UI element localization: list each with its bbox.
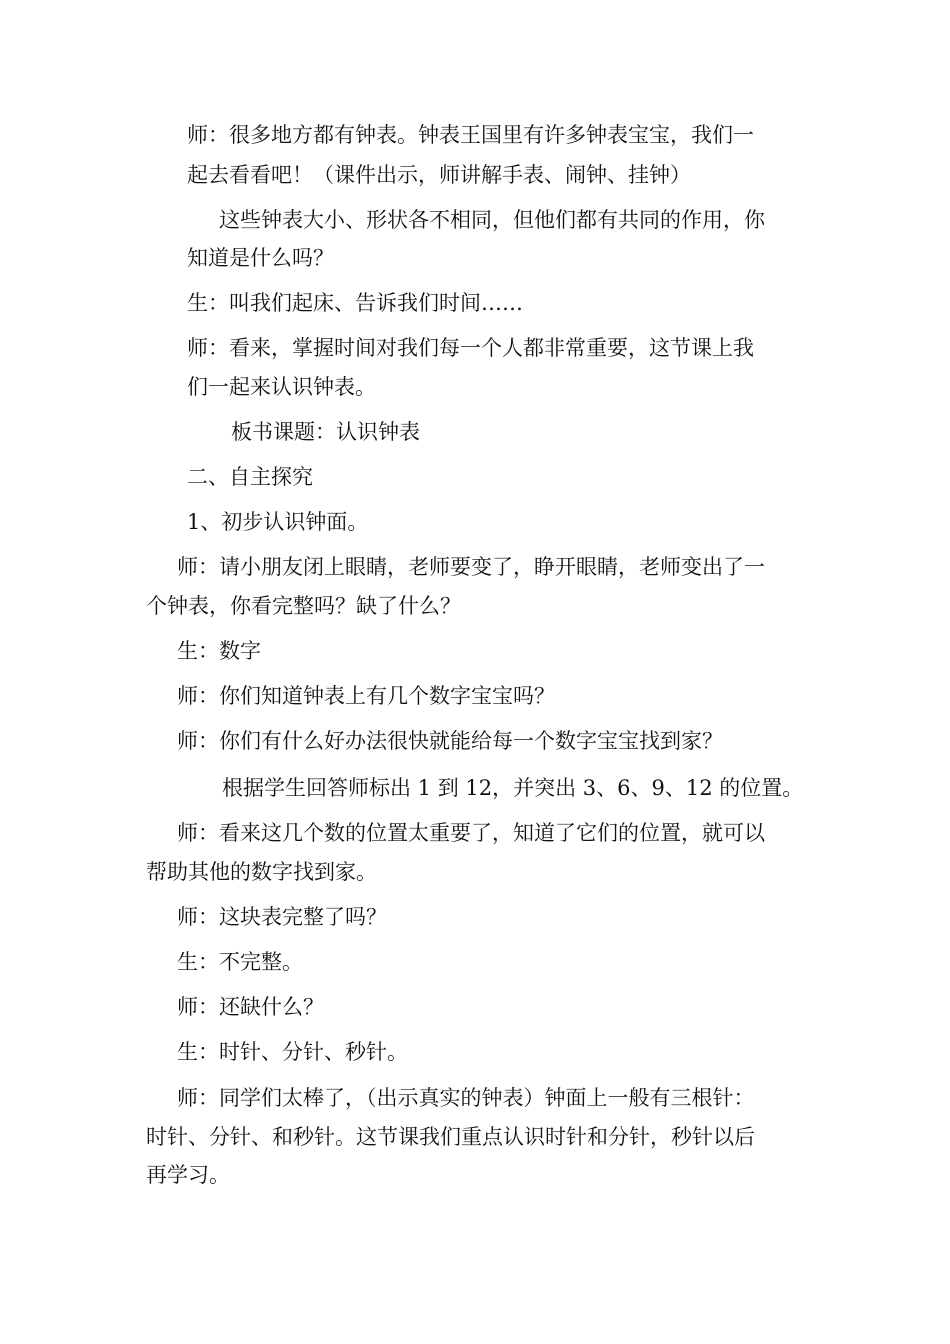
- board-title: 板书课题：认识钟表: [231, 420, 420, 444]
- paragraph-line: 根据学生回答师标出 1 到 12，并突出 3、6、9、12 的位置。: [222, 776, 804, 800]
- paragraph-line: 生：叫我们起床、告诉我们时间……: [187, 291, 523, 315]
- paragraph-line: 生：时针、分针、秒针。: [177, 1040, 408, 1064]
- paragraph-line: 生：数字: [177, 639, 261, 663]
- paragraph-line: 这些钟表大小、形状各不相同，但他们都有共同的作用，你: [219, 208, 765, 232]
- paragraph-line: 起去看看吧！（课件出示，师讲解手表、闹钟、挂钟）: [187, 163, 691, 187]
- paragraph-line: 师：这块表完整了吗？: [177, 905, 387, 929]
- paragraph-line: 师：你们知道钟表上有几个数字宝宝吗？: [177, 684, 555, 708]
- paragraph-line: 师：看来，掌握时间对我们每一个人都非常重要，这节课上我: [187, 336, 754, 360]
- paragraph-line: 知道是什么吗？: [187, 246, 334, 270]
- paragraph-line: 们一起来认识钟表。: [187, 375, 376, 399]
- paragraph-line: 个钟表，你看完整吗？缺了什么？: [146, 594, 461, 618]
- paragraph-line: 师：看来这几个数的位置太重要了，知道了它们的位置，就可以: [177, 821, 765, 845]
- paragraph-line: 师：很多地方都有钟表。钟表王国里有许多钟表宝宝，我们一: [187, 123, 754, 147]
- paragraph-line: 再学习。: [146, 1163, 230, 1187]
- paragraph-line: 生：不完整。: [177, 950, 303, 974]
- paragraph-line: 师：你们有什么好办法很快就能给每一个数字宝宝找到家？: [177, 729, 723, 753]
- section-heading: 二、自主探究: [187, 465, 313, 489]
- subsection-heading: 1、初步认识钟面。: [187, 510, 369, 534]
- paragraph-line: 师：同学们太棒了，（出示真实的钟表）钟面上一般有三根针：: [177, 1086, 755, 1110]
- paragraph-line: 帮助其他的数字找到家。: [146, 860, 377, 884]
- paragraph-line: 师：还缺什么？: [177, 995, 324, 1019]
- paragraph-line: 师：请小朋友闭上眼睛，老师要变了，睁开眼睛，老师变出了一: [177, 555, 765, 579]
- paragraph-line: 时针、分针、和秒针。这节课我们重点认识时针和分针，秒针以后: [146, 1125, 755, 1149]
